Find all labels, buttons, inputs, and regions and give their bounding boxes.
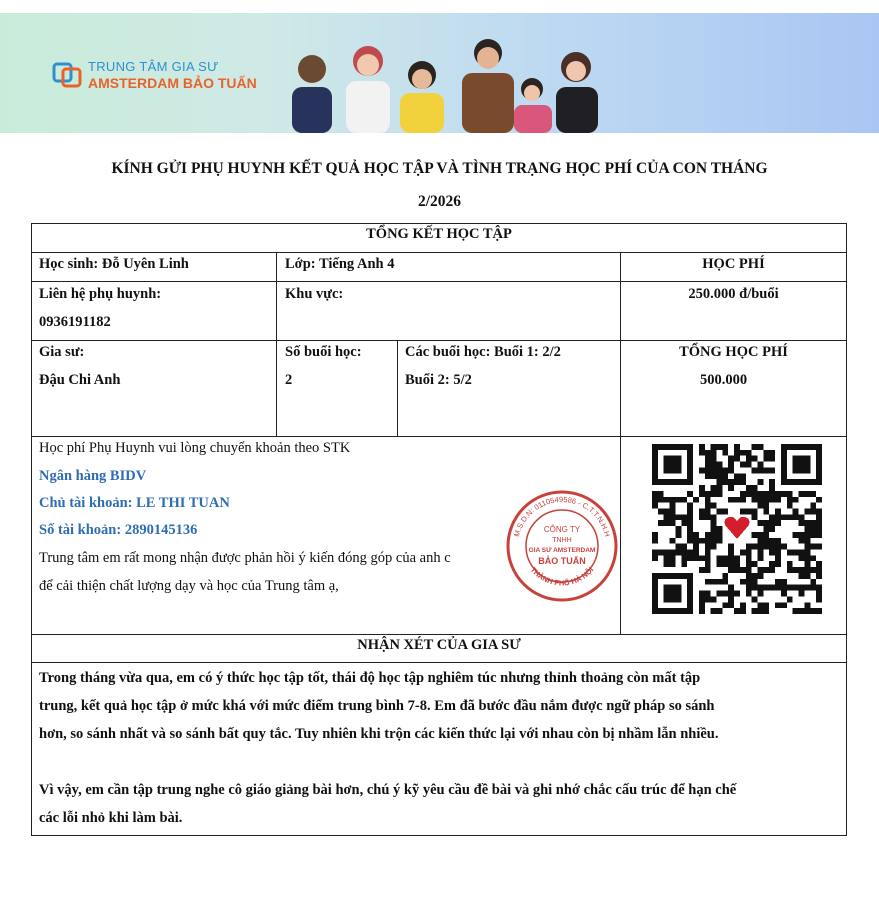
summary-heading: TỔNG KẾT HỌC TẬP: [366, 226, 512, 242]
comment-line: trung, kết quả học tập ở mức khá với mức điểm trung bình 7-8. Em đã bước đầu nắm được ngữ pháp so sánh: [39, 698, 715, 714]
total-fee-label: TỔNG HỌC PHÍ: [679, 344, 788, 360]
comment-heading: NHẬN XÉT CỦA GIA SƯ: [357, 637, 521, 653]
area-label: Khu vực:: [285, 286, 344, 302]
tutor-label: Gia sư:: [39, 344, 85, 360]
student-name: Học sinh: Đỗ Uyên Linh: [39, 256, 189, 272]
report-title-line1: KÍNH GỬI PHỤ HUYNH KẾT QUẢ HỌC TẬP VÀ TÌNH TRẠNG HỌC PHÍ CỦA CON THÁNG: [111, 160, 768, 177]
stamp-ring-text: M.S.D.N: 0110549586 - C.T.T.N.H.H: [512, 494, 612, 538]
account-number: Số tài khoản: 2890145136: [39, 522, 198, 538]
sessions-count: 2: [285, 372, 293, 388]
report-title-line2: 2/2026: [417, 193, 462, 210]
sessions-count-label: Số buổi học:: [285, 344, 362, 360]
feedback-note-1: Trung tâm em rất mong nhận được phản hồi ý kiến đóng góp của anh c: [39, 550, 451, 566]
stamp-inner-4: BẢO TUẤN: [538, 556, 586, 566]
stamp-inner-3: GIA SƯ AMSTERDAM: [528, 547, 596, 554]
account-holder: Chủ tài khoản: LE THI TUAN: [39, 495, 230, 511]
stamp-inner-1: CÔNG TY: [543, 525, 581, 534]
fee-heading: HỌC PHÍ: [702, 256, 765, 272]
comment-line: các lỗi nhỏ khi làm bài.: [39, 810, 183, 826]
tutor-comment: [39, 664, 839, 832]
company-stamp: [504, 488, 620, 604]
parent-contact-label: Liên hệ phụ huynh:: [39, 286, 162, 302]
brand-name-line1: TRUNG TÂM GIA SƯ: [88, 59, 219, 74]
svg-text:THÀNH PHỐ HÀ NỘI: [529, 565, 596, 587]
header-banner: [0, 13, 879, 133]
stamp-city-text: THÀNH PHỐ HÀ NỘI: [528, 565, 596, 588]
brand-name-line2: AMSTERDAM BẢO TUẤN: [88, 75, 257, 91]
feedback-note-2: để cải thiện chất lượng dạy và học của Trung tâm ạ,: [39, 578, 339, 594]
stamp-inner-2: TNHH: [552, 537, 572, 544]
center-logo-icon: [52, 59, 82, 89]
payment-instruction: Học phí Phụ Huynh vui lòng chuyển khoản theo STK: [39, 440, 351, 456]
banner-people-image: [270, 13, 610, 133]
comment-line: Trong tháng vừa qua, em có ý thức học tập tốt, thái độ học tập nghiêm túc nhưng thỉnh thoảng còn mất tập: [39, 670, 701, 686]
fee-per-session: 250.000 đ/buổi: [688, 286, 779, 302]
payment-qr-code: [652, 443, 822, 615]
comment-line: hơn, so sánh nhất và so sánh bất quy tắc. Tuy nhiên khi trộn các kiến thức lại với nhau còn bị nhầm lẫn nhiều.: [39, 726, 719, 742]
tutor-name: Đậu Chi Anh: [39, 372, 121, 388]
total-fee-value: 500.000: [700, 372, 748, 388]
comment-line: Vì vậy, em cần tập trung nghe cô giáo giảng bài hơn, chú ý kỹ yêu cầu đề bài và ghi nhớ chắc cấu trúc để hạn chế: [39, 782, 737, 798]
sessions-list-1: Các buổi học: Buổi 1: 2/2: [405, 344, 561, 360]
bank-name: Ngân hàng BIDV: [39, 468, 147, 484]
sessions-list-2: Buổi 2: 5/2: [405, 372, 472, 388]
class-name: Lớp: Tiếng Anh 4: [285, 256, 395, 272]
parent-phone: 0936191182: [39, 314, 111, 330]
